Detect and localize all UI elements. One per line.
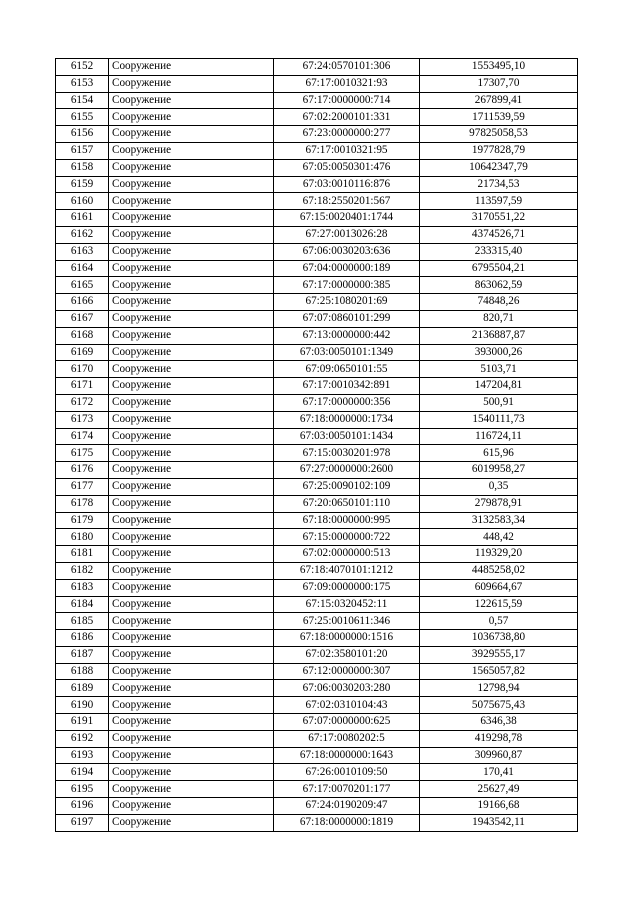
row-number-cell: 6157 (56, 142, 109, 159)
row-number-cell: 6176 (56, 462, 109, 479)
object-type-cell: Сооружение (109, 344, 274, 361)
value-cell: 615,96 (420, 445, 578, 462)
table-row (56, 126, 578, 143)
object-type-cell: Сооружение (109, 512, 274, 529)
value-cell: 448,42 (420, 529, 578, 546)
value-cell: 3132583,34 (420, 512, 578, 529)
table-row (56, 714, 578, 731)
row-number-cell: 6182 (56, 562, 109, 579)
row-number-cell: 6172 (56, 394, 109, 411)
table-row (56, 428, 578, 445)
cadastral-number-cell: 67:17:0010321:93 (274, 75, 420, 92)
table-row (56, 176, 578, 193)
object-type-cell: Сооружение (109, 126, 274, 143)
object-type-cell: Сооружение (109, 109, 274, 126)
table-row (56, 142, 578, 159)
object-type-cell: Сооружение (109, 462, 274, 479)
cadastral-number-cell: 67:15:0030201:978 (274, 445, 420, 462)
table-row (56, 781, 578, 798)
row-number-cell: 6168 (56, 327, 109, 344)
value-cell: 21734,53 (420, 176, 578, 193)
table-row (56, 747, 578, 764)
cadastral-number-cell: 67:27:0013026:28 (274, 226, 420, 243)
value-cell: 5075675,43 (420, 697, 578, 714)
cadastral-number-cell: 67:24:0570101:306 (274, 59, 420, 76)
value-cell: 3929555,17 (420, 646, 578, 663)
value-cell: 116724,11 (420, 428, 578, 445)
registry-table-body (56, 59, 578, 832)
row-number-cell: 6159 (56, 176, 109, 193)
object-type-cell: Сооружение (109, 210, 274, 227)
row-number-cell: 6193 (56, 747, 109, 764)
object-type-cell: Сооружение (109, 59, 274, 76)
value-cell: 170,41 (420, 764, 578, 781)
object-type-cell: Сооружение (109, 814, 274, 831)
table-row (56, 462, 578, 479)
value-cell: 233315,40 (420, 243, 578, 260)
cadastral-number-cell: 67:20:0650101:110 (274, 495, 420, 512)
value-cell: 1565057,82 (420, 663, 578, 680)
object-type-cell: Сооружение (109, 613, 274, 630)
row-number-cell: 6189 (56, 680, 109, 697)
value-cell: 309960,87 (420, 747, 578, 764)
object-type-cell: Сооружение (109, 243, 274, 260)
cadastral-number-cell: 67:02:2000101:331 (274, 109, 420, 126)
value-cell: 820,71 (420, 310, 578, 327)
cadastral-number-cell: 67:15:0000000:722 (274, 529, 420, 546)
value-cell: 1540111,73 (420, 411, 578, 428)
object-type-cell: Сооружение (109, 798, 274, 815)
row-number-cell: 6160 (56, 193, 109, 210)
object-type-cell: Сооружение (109, 596, 274, 613)
table-row (56, 613, 578, 630)
cadastral-number-cell: 67:27:0000000:2600 (274, 462, 420, 479)
cadastral-number-cell: 67:17:0010321:95 (274, 142, 420, 159)
table-row (56, 764, 578, 781)
table-row (56, 546, 578, 563)
value-cell: 119329,20 (420, 546, 578, 563)
row-number-cell: 6173 (56, 411, 109, 428)
row-number-cell: 6190 (56, 697, 109, 714)
row-number-cell: 6187 (56, 646, 109, 663)
row-number-cell: 6181 (56, 546, 109, 563)
object-type-cell: Сооружение (109, 361, 274, 378)
value-cell: 147204,81 (420, 378, 578, 395)
registry-table (55, 58, 578, 832)
value-cell: 2136887,87 (420, 327, 578, 344)
row-number-cell: 6155 (56, 109, 109, 126)
object-type-cell: Сооружение (109, 478, 274, 495)
cadastral-number-cell: 67:09:0000000:175 (274, 579, 420, 596)
table-row (56, 344, 578, 361)
table-row (56, 260, 578, 277)
value-cell: 267899,41 (420, 92, 578, 109)
object-type-cell: Сооружение (109, 327, 274, 344)
table-row (56, 697, 578, 714)
cadastral-number-cell: 67:06:0030203:636 (274, 243, 420, 260)
object-type-cell: Сооружение (109, 646, 274, 663)
value-cell: 863062,59 (420, 277, 578, 294)
row-number-cell: 6180 (56, 529, 109, 546)
row-number-cell: 6188 (56, 663, 109, 680)
object-type-cell: Сооружение (109, 630, 274, 647)
row-number-cell: 6177 (56, 478, 109, 495)
object-type-cell: Сооружение (109, 714, 274, 731)
object-type-cell: Сооружение (109, 159, 274, 176)
table-row (56, 193, 578, 210)
row-number-cell: 6163 (56, 243, 109, 260)
table-row (56, 394, 578, 411)
cadastral-number-cell: 67:25:1080201:69 (274, 294, 420, 311)
table-row (56, 92, 578, 109)
value-cell: 17307,70 (420, 75, 578, 92)
cadastral-number-cell: 67:17:0010342:891 (274, 378, 420, 395)
object-type-cell: Сооружение (109, 394, 274, 411)
value-cell: 4485258,02 (420, 562, 578, 579)
object-type-cell: Сооружение (109, 428, 274, 445)
cadastral-number-cell: 67:26:0010109:50 (274, 764, 420, 781)
cadastral-number-cell: 67:13:0000000:442 (274, 327, 420, 344)
object-type-cell: Сооружение (109, 277, 274, 294)
row-number-cell: 6169 (56, 344, 109, 361)
cadastral-number-cell: 67:07:0000000:625 (274, 714, 420, 731)
cadastral-number-cell: 67:18:0000000:1516 (274, 630, 420, 647)
object-type-cell: Сооружение (109, 562, 274, 579)
row-number-cell: 6170 (56, 361, 109, 378)
row-number-cell: 6191 (56, 714, 109, 731)
value-cell: 1036738,80 (420, 630, 578, 647)
object-type-cell: Сооружение (109, 226, 274, 243)
object-type-cell: Сооружение (109, 781, 274, 798)
object-type-cell: Сооружение (109, 75, 274, 92)
value-cell: 1943542,11 (420, 814, 578, 831)
cadastral-number-cell: 67:05:0050301:476 (274, 159, 420, 176)
row-number-cell: 6186 (56, 630, 109, 647)
cadastral-number-cell: 67:17:0000000:714 (274, 92, 420, 109)
cadastral-number-cell: 67:17:0000000:356 (274, 394, 420, 411)
row-number-cell: 6174 (56, 428, 109, 445)
cadastral-number-cell: 67:03:0050101:1349 (274, 344, 420, 361)
value-cell: 10642347,79 (420, 159, 578, 176)
object-type-cell: Сооружение (109, 294, 274, 311)
cadastral-number-cell: 67:18:4070101:1212 (274, 562, 420, 579)
row-number-cell: 6152 (56, 59, 109, 76)
value-cell: 279878,91 (420, 495, 578, 512)
cadastral-number-cell: 67:07:0860101:299 (274, 310, 420, 327)
value-cell: 19166,68 (420, 798, 578, 815)
object-type-cell: Сооружение (109, 697, 274, 714)
row-number-cell: 6196 (56, 798, 109, 815)
row-number-cell: 6166 (56, 294, 109, 311)
row-number-cell: 6195 (56, 781, 109, 798)
value-cell: 4374526,71 (420, 226, 578, 243)
table-row (56, 277, 578, 294)
object-type-cell: Сооружение (109, 495, 274, 512)
cadastral-number-cell: 67:17:0080202:5 (274, 730, 420, 747)
row-number-cell: 6162 (56, 226, 109, 243)
cadastral-number-cell: 67:18:0000000:1643 (274, 747, 420, 764)
value-cell: 113597,59 (420, 193, 578, 210)
table-row (56, 109, 578, 126)
table-row (56, 226, 578, 243)
value-cell: 25627,49 (420, 781, 578, 798)
object-type-cell: Сооружение (109, 747, 274, 764)
cadastral-number-cell: 67:18:0000000:995 (274, 512, 420, 529)
row-number-cell: 6183 (56, 579, 109, 596)
cadastral-number-cell: 67:15:0320452:11 (274, 596, 420, 613)
table-row (56, 730, 578, 747)
object-type-cell: Сооружение (109, 260, 274, 277)
table-row (56, 814, 578, 831)
object-type-cell: Сооружение (109, 730, 274, 747)
row-number-cell: 6185 (56, 613, 109, 630)
cadastral-number-cell: 67:03:0050101:1434 (274, 428, 420, 445)
row-number-cell: 6165 (56, 277, 109, 294)
cadastral-number-cell: 67:18:0000000:1734 (274, 411, 420, 428)
table-row (56, 445, 578, 462)
value-cell: 3170551,22 (420, 210, 578, 227)
cadastral-number-cell: 67:25:0010611:346 (274, 613, 420, 630)
value-cell: 122615,59 (420, 596, 578, 613)
table-row (56, 159, 578, 176)
row-number-cell: 6184 (56, 596, 109, 613)
cadastral-number-cell: 67:18:0000000:1819 (274, 814, 420, 831)
value-cell: 0,57 (420, 613, 578, 630)
table-row (56, 663, 578, 680)
table-row (56, 680, 578, 697)
object-type-cell: Сооружение (109, 193, 274, 210)
cadastral-number-cell: 67:02:0310104:43 (274, 697, 420, 714)
row-number-cell: 6179 (56, 512, 109, 529)
cadastral-number-cell: 67:06:0030203:280 (274, 680, 420, 697)
table-row (56, 579, 578, 596)
row-number-cell: 6197 (56, 814, 109, 831)
table-row (56, 478, 578, 495)
value-cell: 12798,94 (420, 680, 578, 697)
row-number-cell: 6167 (56, 310, 109, 327)
table-row (56, 75, 578, 92)
table-row (56, 512, 578, 529)
cadastral-number-cell: 67:02:3580101:20 (274, 646, 420, 663)
table-row (56, 495, 578, 512)
table-row (56, 411, 578, 428)
table-row (56, 361, 578, 378)
table-row (56, 210, 578, 227)
object-type-cell: Сооружение (109, 92, 274, 109)
table-row (56, 243, 578, 260)
row-number-cell: 6153 (56, 75, 109, 92)
table-row (56, 59, 578, 76)
row-number-cell: 6158 (56, 159, 109, 176)
table-row (56, 310, 578, 327)
object-type-cell: Сооружение (109, 546, 274, 563)
object-type-cell: Сооружение (109, 764, 274, 781)
cadastral-number-cell: 67:15:0020401:1744 (274, 210, 420, 227)
object-type-cell: Сооружение (109, 663, 274, 680)
object-type-cell: Сооружение (109, 411, 274, 428)
row-number-cell: 6164 (56, 260, 109, 277)
value-cell: 6346,38 (420, 714, 578, 731)
value-cell: 74848,26 (420, 294, 578, 311)
row-number-cell: 6171 (56, 378, 109, 395)
object-type-cell: Сооружение (109, 529, 274, 546)
table-row (56, 596, 578, 613)
table-row (56, 646, 578, 663)
value-cell: 1711539,59 (420, 109, 578, 126)
cadastral-number-cell: 67:04:0000000:189 (274, 260, 420, 277)
value-cell: 0,35 (420, 478, 578, 495)
row-number-cell: 6194 (56, 764, 109, 781)
object-type-cell: Сооружение (109, 378, 274, 395)
value-cell: 5103,71 (420, 361, 578, 378)
value-cell: 1977828,79 (420, 142, 578, 159)
cadastral-number-cell: 67:03:0010116:876 (274, 176, 420, 193)
cadastral-number-cell: 67:12:0000000:307 (274, 663, 420, 680)
row-number-cell: 6178 (56, 495, 109, 512)
table-row (56, 327, 578, 344)
table-row (56, 562, 578, 579)
cadastral-number-cell: 67:09:0650101:55 (274, 361, 420, 378)
table-row (56, 630, 578, 647)
row-number-cell: 6175 (56, 445, 109, 462)
value-cell: 609664,67 (420, 579, 578, 596)
cadastral-number-cell: 67:02:0000000:513 (274, 546, 420, 563)
cadastral-number-cell: 67:18:2550201:567 (274, 193, 420, 210)
object-type-cell: Сооружение (109, 176, 274, 193)
value-cell: 97825058,53 (420, 126, 578, 143)
row-number-cell: 6161 (56, 210, 109, 227)
object-type-cell: Сооружение (109, 310, 274, 327)
row-number-cell: 6156 (56, 126, 109, 143)
object-type-cell: Сооружение (109, 142, 274, 159)
cadastral-number-cell: 67:17:0000000:385 (274, 277, 420, 294)
table-row (56, 294, 578, 311)
table-row (56, 798, 578, 815)
object-type-cell: Сооружение (109, 680, 274, 697)
value-cell: 500,91 (420, 394, 578, 411)
row-number-cell: 6192 (56, 730, 109, 747)
value-cell: 6795504,21 (420, 260, 578, 277)
object-type-cell: Сооружение (109, 579, 274, 596)
cadastral-number-cell: 67:17:0070201:177 (274, 781, 420, 798)
cadastral-number-cell: 67:23:0000000:277 (274, 126, 420, 143)
value-cell: 1553495,10 (420, 59, 578, 76)
value-cell: 6019958,27 (420, 462, 578, 479)
cadastral-number-cell: 67:24:0190209:47 (274, 798, 420, 815)
table-row (56, 529, 578, 546)
object-type-cell: Сооружение (109, 445, 274, 462)
value-cell: 419298,78 (420, 730, 578, 747)
table-row (56, 378, 578, 395)
row-number-cell: 6154 (56, 92, 109, 109)
value-cell: 393000,26 (420, 344, 578, 361)
cadastral-number-cell: 67:25:0090102:109 (274, 478, 420, 495)
